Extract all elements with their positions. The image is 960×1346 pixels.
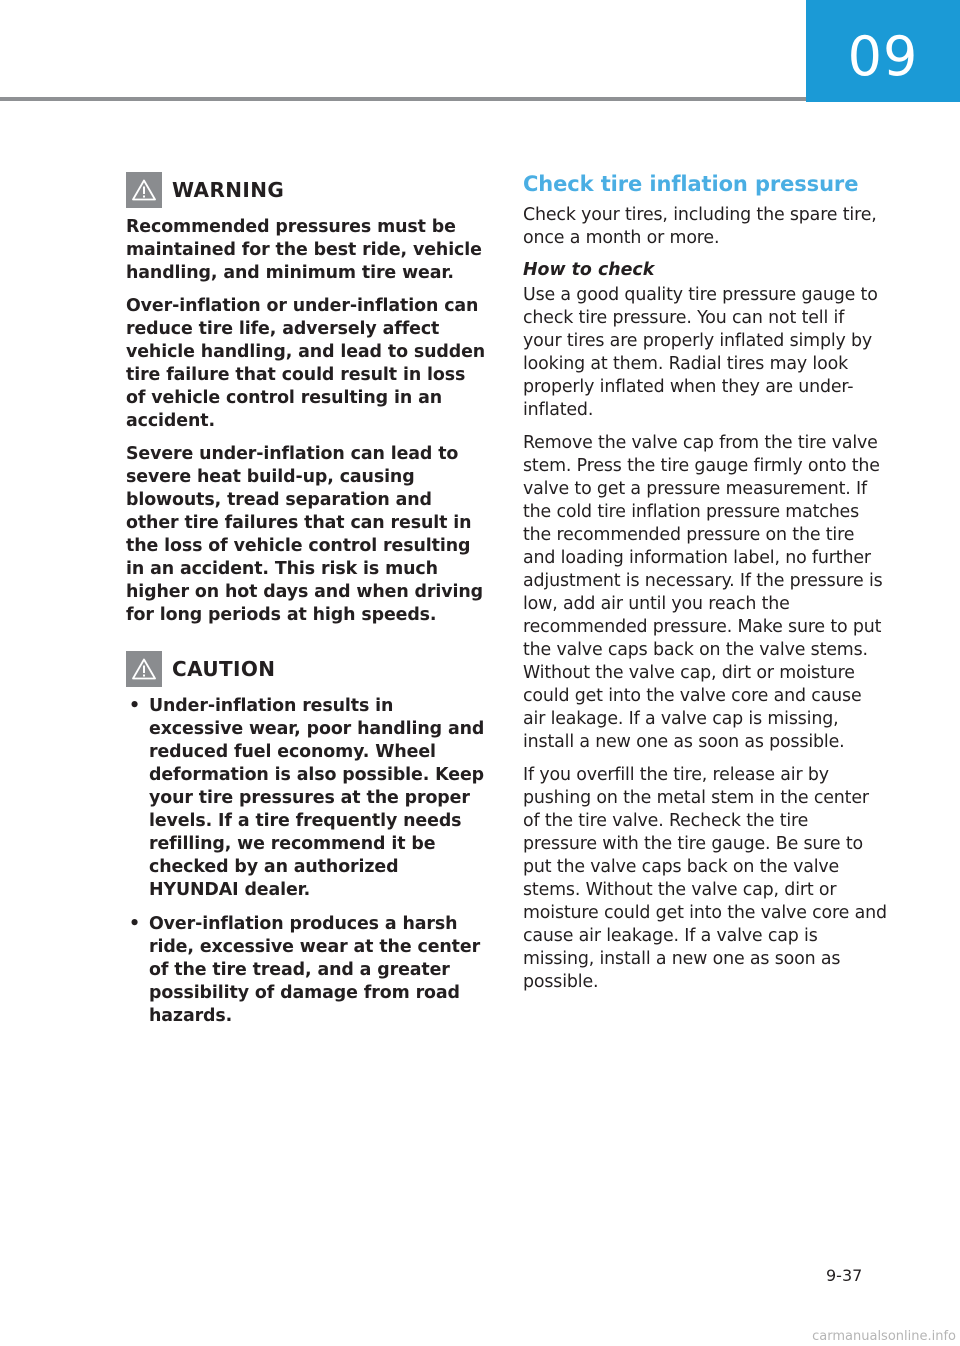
bullet-icon: •	[129, 914, 141, 934]
warning-paragraph: Over-inflation or under-inflation can reduce tire life, adversely affect vehicle handling, and lead to sudden tire failure that could result in loss of vehicle control resulting in an accident.	[126, 296, 486, 431]
page-number: 9-37	[826, 1266, 863, 1285]
bullet-icon: •	[129, 696, 141, 716]
caution-list	[126, 695, 490, 1028]
watermark: carmanualsonline.info	[812, 1329, 956, 1344]
section-paragraph: If you overfill the tire, release air by pushing on the metal stem in the center of the tire valve. Recheck the tire pressure with the tire gauge. Be sure to put the valve caps back on the valve stems. Without the valve cap, dirt or moisture could get into the valve core and cause air leakage. If a valve cap is missing, install a new one as soon as possible.	[523, 765, 887, 992]
section-paragraph: Remove the valve cap from the tire valve stem. Press the tire gauge firmly onto the valve to get a pressure measurement. If the cold tire inflation pressure matches the recommended pressure on the tire and loading information label, no further adjustment is necessary. If the pressure is low, add air until you reach the recommended pressure. Make sure to put the valve caps back on the valve stems. Without the valve cap, dirt or moisture could get into the valve core and cause air leakage. If a valve cap is missing, install a new one as soon as possible.	[523, 433, 883, 752]
warning-block	[126, 172, 490, 627]
section-paragraph: Use a good quality tire pressure gauge to check tire pressure. You can not tell if your tires are properly inflated simply by looking at them. Radial tires may look properly inflated when they are under-inflated.	[523, 285, 878, 420]
caution-title: CAUTION	[172, 657, 276, 681]
caution-block	[126, 651, 490, 1028]
right-column	[523, 172, 887, 1004]
chapter-tab: 09	[806, 0, 960, 102]
warning-paragraph: Severe under-inflation can lead to severe heat build-up, causing blowouts, tread separation and other tire failures that can result in the loss of vehicle control resulting in an accident. This risk is much higher on hot days and when driving for long periods at high speeds.	[126, 444, 483, 625]
warning-header	[126, 172, 490, 208]
caution-item	[126, 913, 490, 1028]
caution-item-text: Under-inflation results in excessive wear, poor handling and reduced fuel economy. Wheel deformation is also possible. Keep your tire pressures at the proper levels. If a tire frequently needs refilling, we recommend it be checked by an authorized HYUNDAI dealer.	[149, 696, 485, 900]
warning-paragraph: Recommended pressures must be maintained for the best ride, vehicle handling, and minimum tire wear.	[126, 217, 482, 283]
section-title: Check tire inflation pressure	[523, 172, 859, 196]
caution-item	[126, 695, 490, 902]
caution-header	[126, 651, 490, 687]
section-intro: Check your tires, including the spare tire, once a month or more.	[523, 205, 877, 248]
section-subtitle: How to check	[523, 260, 655, 280]
caution-triangle-icon	[126, 651, 162, 687]
warning-title: WARNING	[172, 178, 285, 202]
left-column	[126, 172, 490, 1039]
header-rule	[0, 97, 806, 101]
warning-triangle-icon	[126, 172, 162, 208]
caution-item-text: Over-inflation produces a harsh ride, excessive wear at the center of the tire tread, and a greater possibility of damage from road hazards.	[149, 914, 481, 1026]
